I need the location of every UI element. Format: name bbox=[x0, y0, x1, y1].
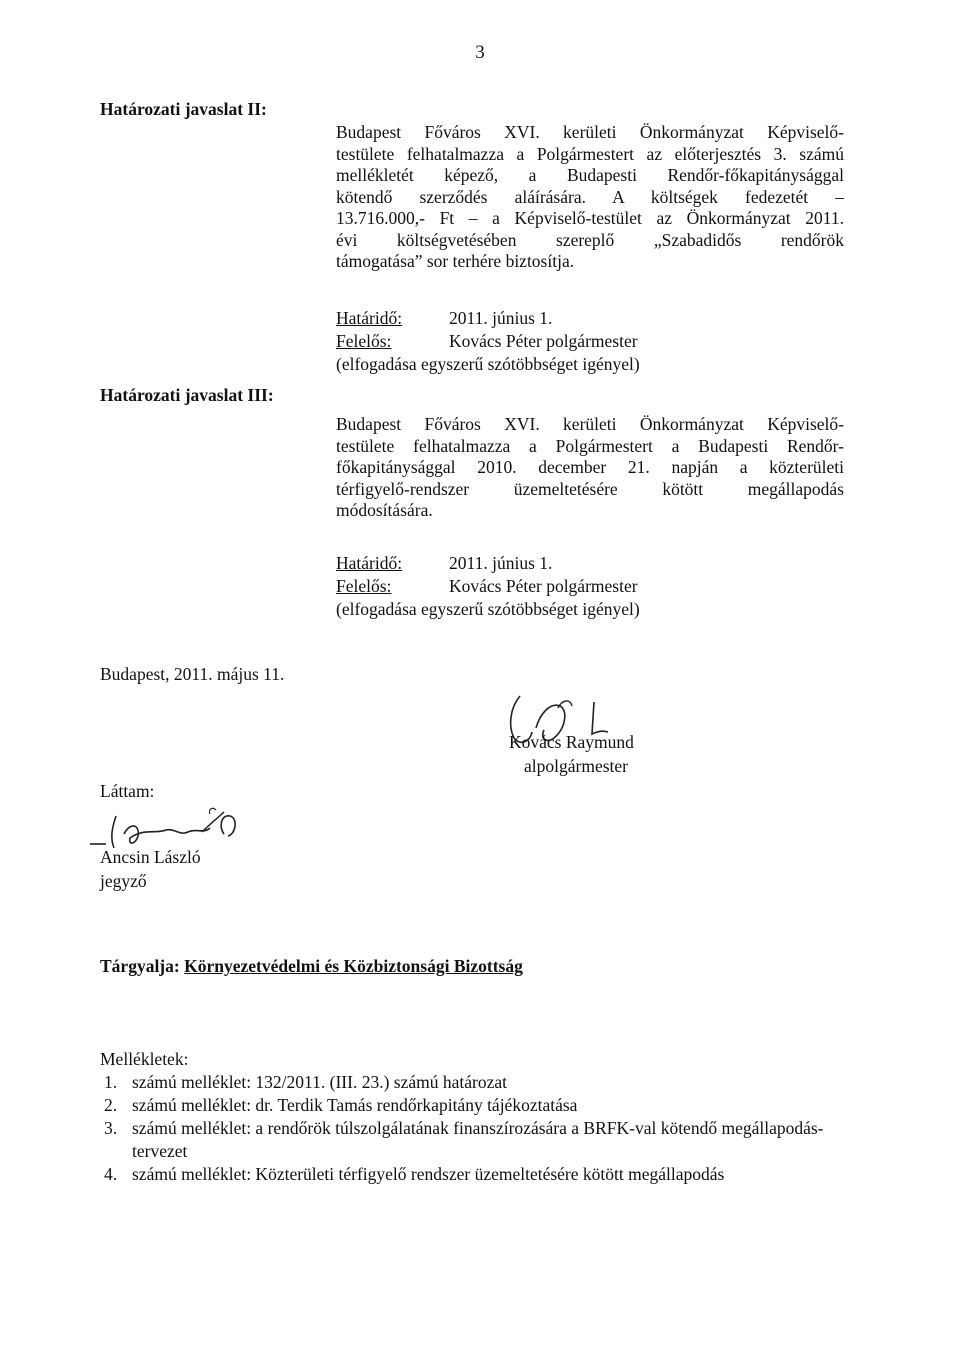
responsible-label: Felelős: bbox=[336, 576, 392, 596]
attachment-number: 2. bbox=[104, 1095, 118, 1115]
attachment-text: számú melléklet: 132/2011. (III. 23.) számú határozat bbox=[132, 1072, 507, 1092]
attachment-number: 3. bbox=[104, 1118, 118, 1138]
attachment-number: 4. bbox=[104, 1164, 118, 1184]
responsible-value: Kovács Péter polgármester bbox=[449, 576, 638, 596]
signer-name: Kovács Raymund bbox=[509, 732, 634, 752]
committee-name: Környezetvédelmi és Közbiztonsági Bizottság bbox=[184, 956, 523, 976]
attachment-number: 1. bbox=[104, 1072, 118, 1092]
deadline-value: 2011. június 1. bbox=[449, 553, 553, 573]
deadline-row bbox=[336, 307, 856, 330]
resolution-2-meta bbox=[336, 307, 856, 376]
date-line: Budapest, 2011. május 11. bbox=[100, 664, 285, 684]
attachments bbox=[100, 1048, 860, 1186]
deadline-label: Határidő: bbox=[336, 308, 403, 328]
resolution-3-line: főkapitánysággal 2010. december 21. napján a közterületi bbox=[336, 457, 844, 477]
resolution-3-meta bbox=[336, 552, 856, 621]
resolution-3-line: módosítására. bbox=[336, 500, 433, 520]
attachment-text: számú melléklet: a rendőrök túlszolgálatának finanszírozására a BRFK-val kötendő megállapodás-tervezet bbox=[132, 1118, 824, 1161]
resolution-2-heading: Határozati javaslat II: bbox=[100, 99, 267, 119]
resolution-2-line: évi költségvetésében szereplő „Szabadidős rendőrök bbox=[336, 229, 844, 250]
resolution-2-line: kötendő szerződés aláírására. A költségek fedezetét – bbox=[336, 186, 844, 207]
deadline-label: Határidő: bbox=[336, 553, 403, 573]
page-number: 3 bbox=[475, 42, 485, 63]
resolution-3-heading: Határozati javaslat III: bbox=[100, 385, 274, 405]
resolution-2-line: 13.716.000,- Ft – a Képviselő-testület az Önkormányzat 2011. bbox=[336, 208, 844, 228]
signer-block bbox=[509, 730, 729, 778]
responsible-row bbox=[336, 575, 856, 598]
attachment-item bbox=[100, 1117, 860, 1163]
resolution-2-line: támogatása” sor terhére biztosítja. bbox=[336, 251, 575, 271]
resolution-2-line: Budapest Főváros XVI. kerületi Önkormányzat Képviselő- bbox=[336, 122, 844, 142]
deadline-value: 2011. június 1. bbox=[449, 308, 553, 328]
responsible-label: Felelős: bbox=[336, 331, 392, 351]
notary-block bbox=[100, 845, 201, 893]
responsible-value: Kovács Péter polgármester bbox=[449, 331, 638, 351]
resolution-3-line: testülete felhatalmazza a Polgármestert a Budapesti Rendőr- bbox=[336, 435, 844, 456]
resolution-2-line: testülete felhatalmazza a Polgármestert az előterjesztés 3. számú bbox=[336, 143, 844, 164]
resolution-2-line: mellékletét képező, a Budapesti Rendőr-főkapitánysággal bbox=[336, 165, 844, 185]
attachment-text: számú melléklet: Közterületi térfigyelő rendszer üzemeltetésére kötött megállapodás bbox=[132, 1164, 725, 1184]
seen-by-label: Láttam: bbox=[100, 781, 155, 801]
attachment-item bbox=[100, 1071, 860, 1094]
notary-name: Ancsin László bbox=[100, 847, 201, 867]
attachments-label: Mellékletek: bbox=[100, 1049, 189, 1069]
seen-by-block bbox=[100, 779, 154, 803]
resolution-3-line: Budapest Főváros XVI. kerületi Önkormányzat Képviselő- bbox=[336, 414, 844, 434]
signer-title: alpolgármester bbox=[524, 756, 628, 776]
resolution-3-body bbox=[336, 414, 844, 522]
responsible-row bbox=[336, 330, 856, 353]
adoption-note: (elfogadása egyszerű szótöbbséget igényel) bbox=[336, 354, 640, 374]
attachment-text: számú melléklet: dr. Terdik Tamás rendőrkapitány tájékoztatása bbox=[132, 1095, 578, 1115]
attachment-item bbox=[100, 1163, 860, 1186]
resolution-2-body bbox=[336, 122, 844, 273]
deadline-row bbox=[336, 552, 856, 575]
notary-title: jegyző bbox=[100, 871, 147, 891]
adoption-note: (elfogadása egyszerű szótöbbséget igényel) bbox=[336, 599, 640, 619]
resolution-3-line: térfigyelő-rendszer üzemeltetésére kötött megállapodás bbox=[336, 478, 844, 499]
committee-label: Tárgyalja: bbox=[100, 956, 180, 976]
attachment-item bbox=[100, 1094, 860, 1117]
committee-line bbox=[100, 956, 523, 977]
